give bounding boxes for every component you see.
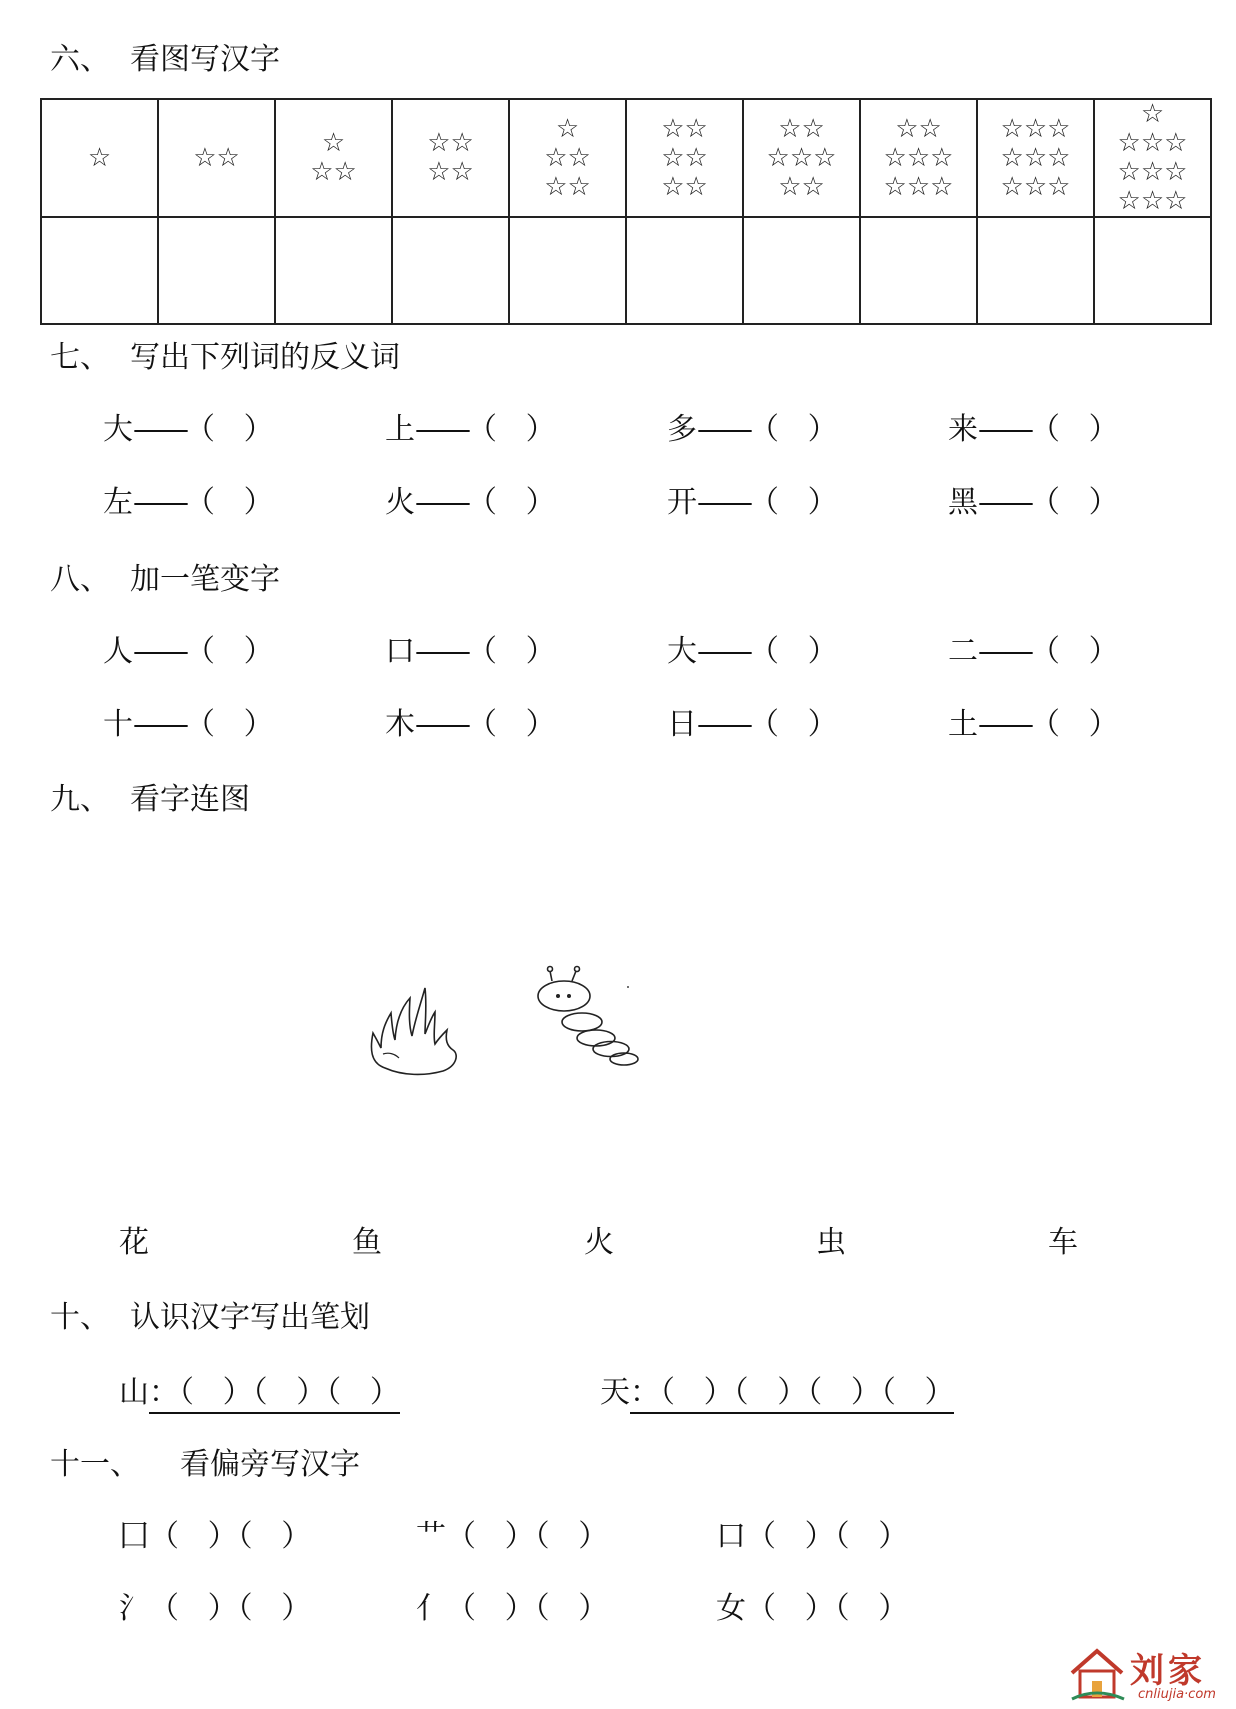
dash-mark: —— xyxy=(133,707,185,742)
dash-mark: —— xyxy=(133,485,185,520)
answer-cell[interactable] xyxy=(1094,217,1211,324)
open-paren: （ xyxy=(252,1375,268,1410)
star-line: ☆☆ xyxy=(427,128,474,158)
section-6-heading xyxy=(50,42,280,77)
answer-blank[interactable] xyxy=(179,1519,208,1554)
add-stroke-char: 大 xyxy=(667,634,697,669)
answer-blank[interactable] xyxy=(822,1375,851,1410)
star-line: ☆☆ xyxy=(544,142,591,173)
antonym-char: 黑 xyxy=(948,485,978,520)
star-line: ☆☆☆ xyxy=(1117,157,1188,187)
open-paren: （ xyxy=(749,412,779,447)
answer-blank[interactable] xyxy=(776,1519,805,1554)
radical-item xyxy=(416,1519,609,1554)
close-paren: ） xyxy=(1088,707,1119,742)
star-count-table xyxy=(40,98,1212,325)
section-title: 看字连图 xyxy=(130,782,250,817)
answer-blank[interactable] xyxy=(1060,412,1089,447)
antonym-item xyxy=(948,412,1119,447)
radical-item xyxy=(119,1591,312,1626)
close-paren: ） xyxy=(504,1519,535,1554)
close-paren: ） xyxy=(807,634,838,669)
answer-blank[interactable] xyxy=(675,1375,704,1410)
caterpillar-drawing xyxy=(532,965,652,1075)
open-paren: （ xyxy=(534,1591,550,1626)
open-paren: （ xyxy=(880,1375,896,1410)
close-paren: ） xyxy=(525,485,556,520)
close-paren: ） xyxy=(222,1375,253,1410)
close-paren: ） xyxy=(243,634,274,669)
close-paren: ） xyxy=(243,707,274,742)
radical-item xyxy=(716,1519,909,1554)
antonym-char: 开 xyxy=(667,485,697,520)
open-paren: （ xyxy=(746,1591,776,1626)
open-paren: （ xyxy=(1030,707,1060,742)
answer-blank[interactable] xyxy=(779,485,808,520)
stroke-underline xyxy=(630,1375,954,1414)
star-group xyxy=(393,129,508,187)
answer-blank[interactable] xyxy=(779,634,808,669)
close-paren: ） xyxy=(369,1375,400,1410)
open-paren: （ xyxy=(746,1519,776,1554)
open-paren: （ xyxy=(1030,634,1060,669)
antonym-char: 大 xyxy=(103,412,133,447)
star-line: ☆☆☆ xyxy=(766,142,837,173)
radical-char: 囗 xyxy=(119,1519,149,1554)
star-line: ☆ xyxy=(555,113,580,144)
add-stroke-char: 人 xyxy=(103,634,133,669)
close-paren: ） xyxy=(850,1375,881,1410)
radical-char: 女 xyxy=(716,1591,746,1626)
antonym-item xyxy=(103,485,274,520)
dash-mark: —— xyxy=(415,634,467,669)
open-paren: （ xyxy=(467,707,497,742)
section-number: 十、 xyxy=(50,1300,110,1335)
antonym-item xyxy=(667,485,838,520)
add-stroke-item xyxy=(385,707,556,742)
star-line: ☆☆ xyxy=(544,171,591,202)
open-paren: （ xyxy=(149,1519,179,1554)
close-paren: ） xyxy=(578,1591,609,1626)
section-number: 九、 xyxy=(50,782,110,817)
star-group xyxy=(510,115,625,202)
star-cell xyxy=(977,99,1094,217)
open-paren: （ xyxy=(834,1519,850,1554)
star-cell xyxy=(626,99,743,217)
close-paren: ） xyxy=(207,1591,238,1626)
close-paren: ） xyxy=(878,1591,909,1626)
star-line: ☆☆ xyxy=(310,157,357,187)
answer-blank[interactable] xyxy=(215,634,244,669)
antonym-char: 左 xyxy=(103,485,133,520)
star-cell xyxy=(41,99,158,217)
star-group xyxy=(861,115,976,202)
answer-blank[interactable] xyxy=(497,485,526,520)
star-line: ☆☆☆ xyxy=(883,142,954,173)
answer-blank[interactable] xyxy=(850,1519,879,1554)
star-line: ☆☆ xyxy=(661,171,708,202)
close-paren: ） xyxy=(807,412,838,447)
house-icon xyxy=(1068,1647,1126,1703)
dash-mark: —— xyxy=(978,634,1030,669)
add-stroke-char: 二 xyxy=(948,634,978,669)
answer-blank[interactable] xyxy=(779,707,808,742)
radical-char: 氵 xyxy=(119,1591,149,1626)
radical-char: 口 xyxy=(716,1519,746,1554)
answer-blank[interactable] xyxy=(779,412,808,447)
close-paren: ） xyxy=(807,485,838,520)
section-title: 写出下列词的反义词 xyxy=(130,340,400,375)
open-paren: （ xyxy=(733,1375,749,1410)
stroke-underline xyxy=(149,1375,400,1414)
logo-text: 刘家 xyxy=(1130,1651,1206,1691)
dash-mark: —— xyxy=(697,485,749,520)
close-paren: ） xyxy=(578,1519,609,1554)
dash-mark: —— xyxy=(415,707,467,742)
star-group xyxy=(978,115,1093,202)
close-paren: ） xyxy=(525,707,556,742)
answer-blank[interactable] xyxy=(550,1591,579,1626)
answer-blank[interactable] xyxy=(896,1375,925,1410)
star-line: ☆☆☆ xyxy=(1000,171,1071,202)
answer-cell[interactable] xyxy=(41,217,158,324)
close-paren: ） xyxy=(924,1375,955,1410)
close-paren: ） xyxy=(1088,634,1119,669)
open-paren: （ xyxy=(185,412,215,447)
radical-item xyxy=(416,1591,609,1626)
section-8-heading xyxy=(50,562,280,597)
site-logo xyxy=(1068,1643,1228,1705)
star-line: ☆☆ xyxy=(778,171,825,202)
open-paren: （ xyxy=(749,707,779,742)
section-number: 十一、 xyxy=(50,1447,140,1482)
star-line: ☆☆☆ xyxy=(1000,142,1071,173)
close-paren: ） xyxy=(281,1519,312,1554)
add-stroke-item xyxy=(103,707,274,742)
connect-word[interactable]: 车 xyxy=(1048,1225,1078,1260)
connect-word[interactable]: 鱼 xyxy=(352,1225,382,1260)
add-stroke-char: 日 xyxy=(667,707,697,742)
answer-cell[interactable] xyxy=(860,217,977,324)
answer-blank[interactable] xyxy=(268,1375,297,1410)
star-line: ☆☆ xyxy=(661,142,708,173)
star-line: ☆ xyxy=(1140,99,1165,129)
section-title: 看偏旁写汉字 xyxy=(180,1447,360,1482)
dash-mark: —— xyxy=(697,634,749,669)
star-line: ☆☆☆ xyxy=(1117,128,1188,158)
antonym-char: 来 xyxy=(948,412,978,447)
answer-blank[interactable] xyxy=(497,634,526,669)
section-number: 八、 xyxy=(50,562,110,597)
dash-mark: —— xyxy=(978,412,1030,447)
answer-blank[interactable] xyxy=(497,707,526,742)
close-paren: ） xyxy=(243,412,274,447)
open-paren: （ xyxy=(467,485,497,520)
open-paren: （ xyxy=(467,634,497,669)
star-row xyxy=(41,99,1211,217)
answer-cell[interactable] xyxy=(509,217,626,324)
antonym-char: 多 xyxy=(667,412,697,447)
answer-blank[interactable] xyxy=(776,1591,805,1626)
section-title: 看图写汉字 xyxy=(130,42,280,77)
add-stroke-item xyxy=(103,634,274,669)
star-cell xyxy=(275,99,392,217)
star-line: ☆☆☆ xyxy=(883,171,954,202)
logo-url: cnliujia·com xyxy=(1138,1687,1216,1702)
star-cell xyxy=(392,99,509,217)
dash-mark: —— xyxy=(978,485,1030,520)
star-group xyxy=(276,129,391,187)
open-paren: （ xyxy=(807,1375,823,1410)
radical-char: 艹 xyxy=(416,1519,446,1554)
open-paren: （ xyxy=(237,1591,253,1626)
answer-blank[interactable] xyxy=(215,485,244,520)
stroke-char: 山 xyxy=(119,1375,149,1410)
open-paren: （ xyxy=(749,634,779,669)
section-7-heading xyxy=(50,340,400,375)
close-paren: ） xyxy=(1088,485,1119,520)
star-cell xyxy=(158,99,275,217)
answer-blank[interactable] xyxy=(476,1591,505,1626)
open-paren: （ xyxy=(185,707,215,742)
close-paren: ） xyxy=(804,1591,835,1626)
antonym-char: 上 xyxy=(385,412,415,447)
star-cell xyxy=(1094,99,1211,217)
open-paren: （ xyxy=(237,1519,253,1554)
answer-blank[interactable] xyxy=(253,1519,282,1554)
dash-mark: —— xyxy=(133,634,185,669)
answer-blank[interactable] xyxy=(749,1375,778,1410)
close-paren: ） xyxy=(525,412,556,447)
answer-row xyxy=(41,217,1211,324)
star-group xyxy=(627,115,742,202)
section-number: 六、 xyxy=(50,42,110,77)
antonym-item xyxy=(948,485,1119,520)
open-paren: （ xyxy=(749,485,779,520)
answer-blank[interactable] xyxy=(497,412,526,447)
star-line: ☆☆ xyxy=(427,157,474,187)
dash-mark: —— xyxy=(415,412,467,447)
star-line: ☆ xyxy=(87,142,112,173)
close-paren: ） xyxy=(207,1519,238,1554)
stroke-item xyxy=(119,1375,400,1410)
answer-blank[interactable] xyxy=(194,1375,223,1410)
add-stroke-item xyxy=(948,707,1119,742)
answer-cell[interactable] xyxy=(392,217,509,324)
star-line: ☆ xyxy=(321,128,346,158)
section-9-heading xyxy=(50,782,250,817)
open-paren: （ xyxy=(185,485,215,520)
answer-cell[interactable] xyxy=(158,217,275,324)
close-paren: ） xyxy=(281,1591,312,1626)
star-group xyxy=(744,115,859,202)
star-line: ☆☆ xyxy=(895,113,942,144)
add-stroke-item xyxy=(385,634,556,669)
open-paren: （ xyxy=(185,634,215,669)
answer-blank[interactable] xyxy=(179,1591,208,1626)
dash-mark: —— xyxy=(697,412,749,447)
close-paren: ） xyxy=(703,1375,734,1410)
star-group xyxy=(42,144,157,173)
answer-blank[interactable] xyxy=(215,412,244,447)
close-paren: ） xyxy=(807,707,838,742)
add-stroke-char: 木 xyxy=(385,707,415,742)
close-paren: ） xyxy=(878,1519,909,1554)
answer-cell[interactable] xyxy=(275,217,392,324)
antonym-item xyxy=(667,412,838,447)
open-paren: （ xyxy=(467,412,497,447)
star-group xyxy=(1095,100,1210,216)
open-paren: （ xyxy=(446,1591,476,1626)
add-stroke-item xyxy=(667,634,838,669)
open-paren: （ xyxy=(149,1591,179,1626)
antonym-item xyxy=(385,485,556,520)
close-paren: ） xyxy=(777,1375,808,1410)
colon: ： xyxy=(149,1375,179,1410)
star-group xyxy=(159,144,274,173)
answer-blank[interactable] xyxy=(215,707,244,742)
open-paren: （ xyxy=(660,1375,675,1410)
star-line: ☆☆ xyxy=(193,142,240,173)
answer-cell[interactable] xyxy=(977,217,1094,324)
answer-blank[interactable] xyxy=(341,1375,370,1410)
close-paren: ） xyxy=(504,1591,535,1626)
radical-item xyxy=(119,1519,312,1554)
dash-mark: —— xyxy=(415,485,467,520)
add-stroke-char: 口 xyxy=(385,634,415,669)
close-paren: ） xyxy=(804,1519,835,1554)
open-paren: （ xyxy=(179,1375,194,1410)
star-cell xyxy=(509,99,626,217)
open-paren: （ xyxy=(534,1519,550,1554)
stroke-item xyxy=(600,1375,955,1410)
antonym-item xyxy=(385,412,556,447)
antonym-item xyxy=(103,412,274,447)
section-title: 认识汉字写出笔划 xyxy=(130,1300,370,1335)
close-paren: ） xyxy=(243,485,274,520)
close-paren: ） xyxy=(1088,412,1119,447)
add-stroke-item xyxy=(667,707,838,742)
answer-blank[interactable] xyxy=(1060,707,1089,742)
connect-word[interactable]: 花 xyxy=(119,1225,149,1260)
add-stroke-char: 十 xyxy=(103,707,133,742)
open-paren: （ xyxy=(1030,412,1060,447)
answer-blank[interactable] xyxy=(550,1519,579,1554)
answer-blank[interactable] xyxy=(1060,634,1089,669)
open-paren: （ xyxy=(326,1375,342,1410)
answer-blank[interactable] xyxy=(476,1519,505,1554)
close-paren: ） xyxy=(296,1375,327,1410)
add-stroke-char: 土 xyxy=(948,707,978,742)
fire-drawing xyxy=(365,978,465,1078)
connect-word[interactable]: 虫 xyxy=(816,1225,846,1260)
antonym-char: 火 xyxy=(385,485,415,520)
section-title: 加一笔变字 xyxy=(130,562,280,597)
answer-blank[interactable] xyxy=(850,1591,879,1626)
radical-item xyxy=(716,1591,909,1626)
star-line: ☆☆ xyxy=(661,113,708,144)
dash-mark: —— xyxy=(978,707,1030,742)
section-10-heading xyxy=(50,1300,370,1335)
star-line: ☆☆☆ xyxy=(1000,113,1071,144)
answer-blank[interactable] xyxy=(1060,485,1089,520)
answer-cell[interactable] xyxy=(626,217,743,324)
star-cell xyxy=(860,99,977,217)
connect-word[interactable]: 火 xyxy=(584,1225,614,1260)
add-stroke-item xyxy=(948,634,1119,669)
colon: ： xyxy=(630,1375,660,1410)
answer-blank[interactable] xyxy=(253,1591,282,1626)
open-paren: （ xyxy=(1030,485,1060,520)
star-line: ☆☆ xyxy=(778,113,825,144)
close-paren: ） xyxy=(525,634,556,669)
star-line: ☆☆☆ xyxy=(1117,186,1188,216)
dash-mark: —— xyxy=(133,412,185,447)
open-paren: （ xyxy=(834,1591,850,1626)
answer-cell[interactable] xyxy=(743,217,860,324)
dash-mark: —— xyxy=(697,707,749,742)
stroke-char: 天 xyxy=(600,1375,630,1410)
star-cell xyxy=(743,99,860,217)
radical-char: 亻 xyxy=(416,1591,446,1626)
section-number: 七、 xyxy=(50,340,110,375)
open-paren: （ xyxy=(446,1519,476,1554)
section-11-heading xyxy=(50,1447,360,1482)
